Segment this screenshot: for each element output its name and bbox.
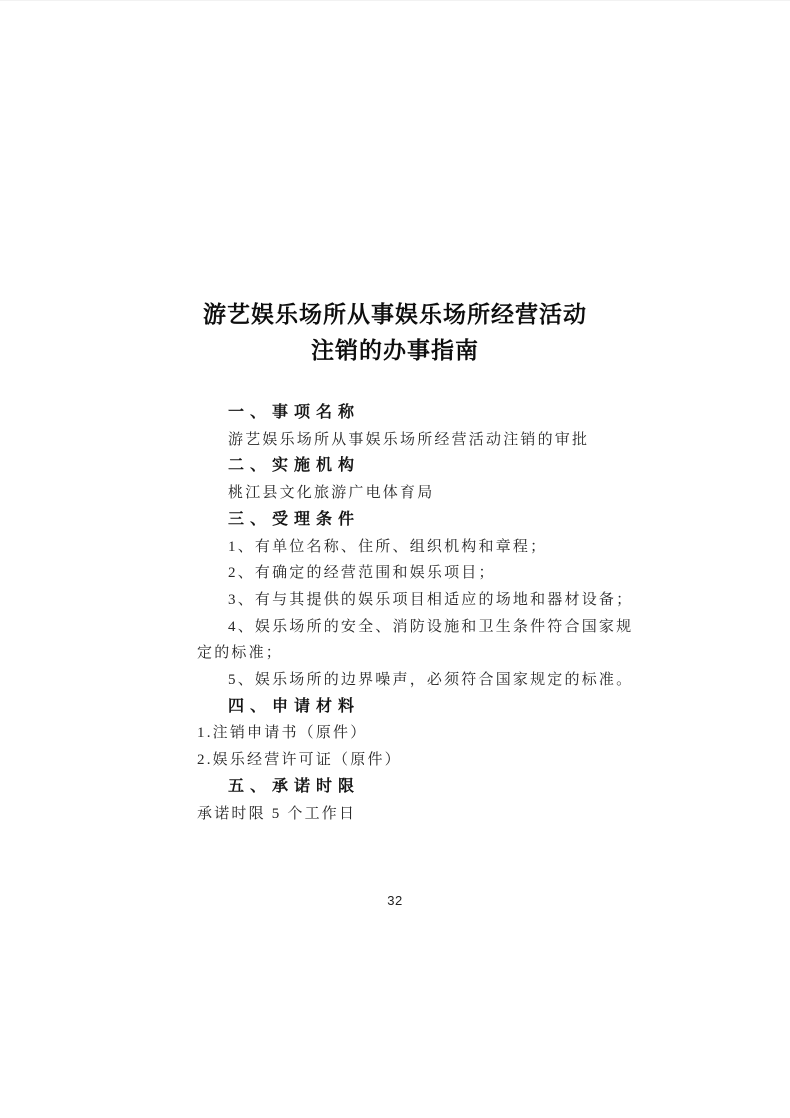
paragraph-item-name: 游艺娱乐场所从事娱乐场所经营活动注销的审批 [228,431,590,448]
page-number: 32 [387,893,403,908]
document-title [0,297,790,369]
paragraph-condition-2: 2、有确定的经营范围和娱乐项目； [228,565,496,582]
paragraph-agency-name: 桃江县文化旅游广电体育局 [228,485,435,502]
paragraph-material-1: 1.注销申请书（原件） [197,725,368,742]
document-title-line-1: 游艺娱乐场所从事娱乐场所经营活动 [203,302,587,327]
document-title-line-2: 注销的办事指南 [311,338,479,363]
section-heading-item-name: 一、事项名称 [228,404,361,421]
paragraph-time-limit: 承诺时限 5 个工作日 [197,805,357,822]
document-body [197,400,637,827]
paragraph-condition-1: 1、有单位名称、住所、组织机构和章程； [228,538,548,555]
paragraph-condition-5: 5、娱乐场所的边界噪声，必须符合国家规定的标准。 [228,672,634,689]
paragraph-condition-4: 4、娱乐场所的安全、消防设施和卫生条件符合国家规定的标准； [197,618,634,662]
section-heading-implementing-agency: 二、实施机构 [228,457,361,475]
section-heading-acceptance-conditions: 三、受理条件 [228,510,361,528]
section-heading-application-materials: 四、申请材料 [228,697,361,715]
paragraph-condition-3: 3、有与其提供的娱乐项目相适应的场地和器材设备； [228,591,634,608]
paragraph-material-2: 2.娱乐经营许可证（原件） [197,752,402,769]
section-heading-promised-time-limit: 五、承诺时限 [228,777,361,795]
